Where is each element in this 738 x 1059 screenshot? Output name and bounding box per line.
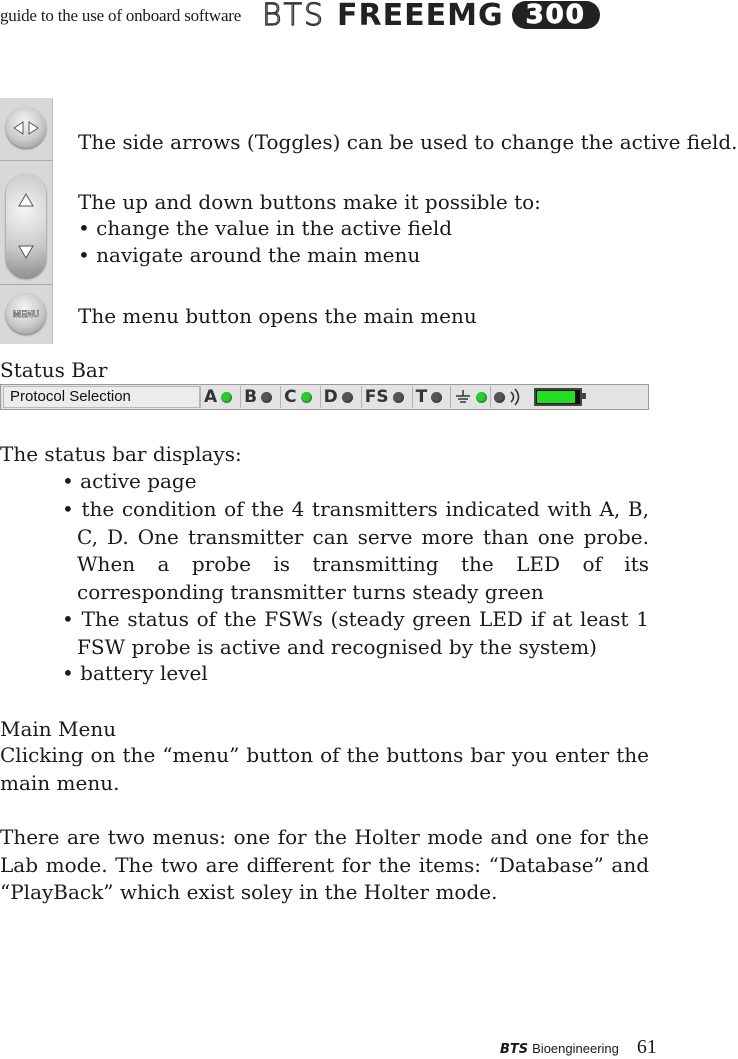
transmitter-cell-fs bbox=[362, 386, 413, 408]
transmitter-led bbox=[431, 392, 442, 403]
menu-button[interactable] bbox=[6, 294, 46, 334]
arrow-up-icon bbox=[18, 193, 34, 207]
logo-model: 300 bbox=[525, 0, 586, 30]
left-right-arrows-icon bbox=[13, 121, 39, 135]
logo-bts: BTS bbox=[262, 0, 326, 33]
menu-description: The menu button opens the main menu bbox=[78, 304, 477, 328]
transmitter-letter: D bbox=[323, 387, 338, 407]
signal-led bbox=[494, 392, 505, 403]
status-bar-heading: Status Bar bbox=[0, 358, 108, 382]
main-menu-paragraph-1: Clicking on the “menu” button of the buttons bar you enter the main menu. bbox=[0, 743, 649, 795]
arrow-down-icon bbox=[18, 245, 34, 259]
toggle-arrows-button[interactable] bbox=[6, 108, 46, 148]
signal-indicator bbox=[491, 386, 526, 408]
transmitter-cell-d bbox=[321, 386, 362, 408]
product-logo bbox=[262, 0, 600, 33]
main-menu-heading: Main Menu bbox=[0, 717, 117, 741]
logo-model-badge bbox=[512, 1, 600, 29]
page-number: 61 bbox=[636, 1036, 657, 1058]
transmitter-cell-b bbox=[241, 386, 281, 408]
status-item-fsw-text: • The status of the FSWs (steady green LED if at least 1 FSW probe is active and recognised by the system) bbox=[62, 607, 649, 659]
main-menu-paragraph-2: There are two menus: one for the Holter mode and one for the Lab mode. The two are different for the items: “Database” and “PlayBack” which exist soley in the Holter mode. bbox=[0, 825, 649, 904]
updown-intro: The up and down buttons make it possible to: bbox=[78, 190, 541, 214]
battery-level-fill bbox=[537, 391, 574, 403]
device-buttons-panel bbox=[0, 98, 53, 344]
page-footer bbox=[500, 1036, 657, 1059]
status-bar-intro: The status bar displays: bbox=[0, 442, 242, 466]
active-page-field: Protocol Selection bbox=[3, 386, 200, 408]
logo-product: FREEEMG bbox=[337, 0, 504, 33]
status-item-active-page: • active page bbox=[62, 469, 197, 493]
transmitter-letter: C bbox=[284, 387, 297, 407]
transmitter-led bbox=[221, 392, 232, 403]
transmitter-letter: B bbox=[244, 387, 258, 407]
battery-icon bbox=[534, 388, 582, 406]
running-header: guide to the use of onboard software bbox=[0, 6, 242, 25]
ground-led bbox=[476, 392, 487, 403]
footer-company: Bioengineering bbox=[532, 1041, 619, 1056]
status-item-transmitters-text: • the condition of the 4 transmitters indicated with A, B, C, D. One transmitter can serve more than one probe. When a probe is transmitting the LED of its corresponding transmitter turns steady green bbox=[62, 497, 649, 604]
transmitter-letter: A bbox=[204, 387, 218, 407]
updown-item-2: • navigate around the main menu bbox=[78, 243, 421, 267]
footer-brand: BTS bbox=[500, 1042, 529, 1057]
transmitter-led bbox=[393, 392, 404, 403]
ground-icon bbox=[454, 389, 472, 405]
transmitter-led bbox=[342, 392, 353, 403]
status-item-transmitters bbox=[62, 496, 649, 606]
transmitter-letter: FS bbox=[364, 387, 389, 407]
transmitter-cell-a bbox=[200, 386, 241, 408]
ground-indicator bbox=[451, 386, 491, 408]
transmitter-letter: T bbox=[415, 387, 428, 407]
status-bar bbox=[0, 384, 649, 410]
status-item-battery: • battery level bbox=[62, 661, 208, 685]
transmitter-cell-t bbox=[413, 386, 452, 408]
wireless-signal-icon bbox=[509, 388, 523, 406]
toggle-description: The side arrows (Toggles) can be used to change the active field. bbox=[78, 130, 738, 154]
transmitter-led bbox=[301, 392, 312, 403]
transmitter-cell-c bbox=[281, 386, 320, 408]
transmitter-indicators bbox=[200, 386, 451, 408]
menu-button-label: MENU bbox=[12, 309, 40, 319]
status-item-fsw bbox=[62, 606, 649, 661]
up-down-button[interactable] bbox=[6, 174, 46, 278]
transmitter-led bbox=[261, 392, 272, 403]
updown-item-1: • change the value in the active field bbox=[78, 216, 453, 240]
